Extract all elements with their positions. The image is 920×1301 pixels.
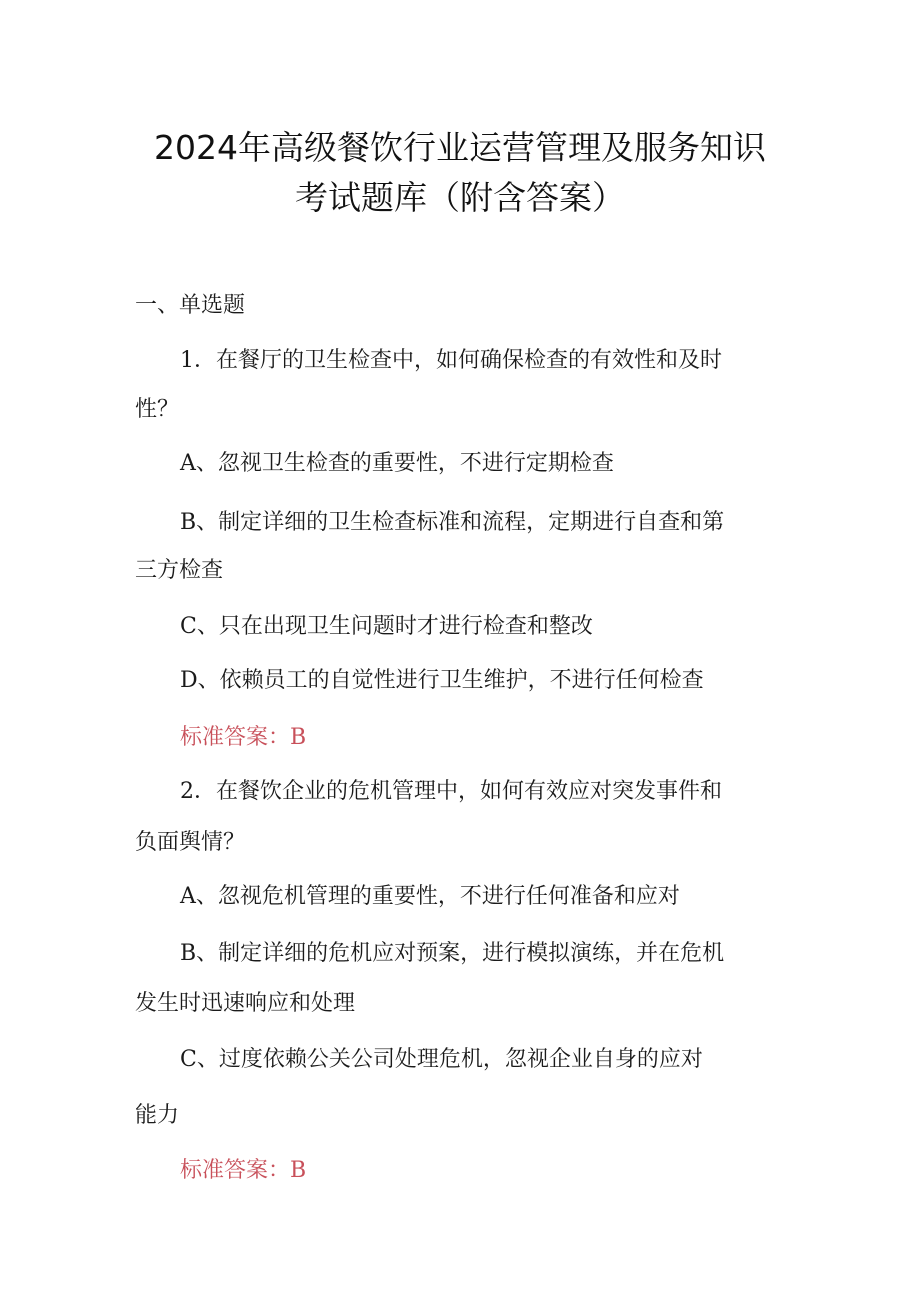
- question-1-answer: 标准答案：B: [180, 725, 307, 750]
- question-2-answer: 标准答案：B: [180, 1158, 307, 1183]
- question-2-option-b-line-1: B、制定详细的危机应对预案，进行模拟演练，并在危机: [180, 941, 725, 966]
- question-1-option-b-line-2: 三方检查: [135, 558, 224, 583]
- question-2-option-a: A、忽视危机管理的重要性，不进行任何准备和应对: [180, 884, 680, 909]
- question-1-stem-line-2: 性？: [135, 397, 180, 422]
- question-1-option-b-line-1: B、制定详细的卫生检查标准和流程，定期进行自查和第: [180, 510, 725, 535]
- question-1-option-d: D、依赖员工的自觉性进行卫生维护，不进行任何检查: [180, 668, 704, 693]
- question-2-stem-line-1: 2．在餐饮企业的危机管理中，如何有效应对突发事件和: [180, 779, 722, 804]
- question-1-option-a: A、忽视卫生检查的重要性，不进行定期检查: [180, 451, 614, 476]
- document-title-line-1: 2024年高级餐饮行业运营管理及服务知识: [154, 128, 766, 167]
- question-2-stem-line-2: 负面舆情？: [135, 830, 246, 855]
- question-1-stem-line-1: 1．在餐厅的卫生检查中，如何确保检查的有效性和及时: [180, 348, 722, 373]
- section-heading: 一、单选题: [135, 293, 246, 318]
- question-2-option-c-line-1: C、过度依赖公关公司处理危机，忽视企业自身的应对: [180, 1047, 703, 1072]
- document-title-line-2: 考试题库（附含答案）: [295, 178, 625, 217]
- question-2-option-b-line-2: 发生时迅速响应和处理: [135, 991, 356, 1016]
- question-1-option-c: C、只在出现卫生问题时才进行检查和整改: [180, 614, 593, 639]
- question-2-option-c-line-2: 能力: [135, 1103, 180, 1128]
